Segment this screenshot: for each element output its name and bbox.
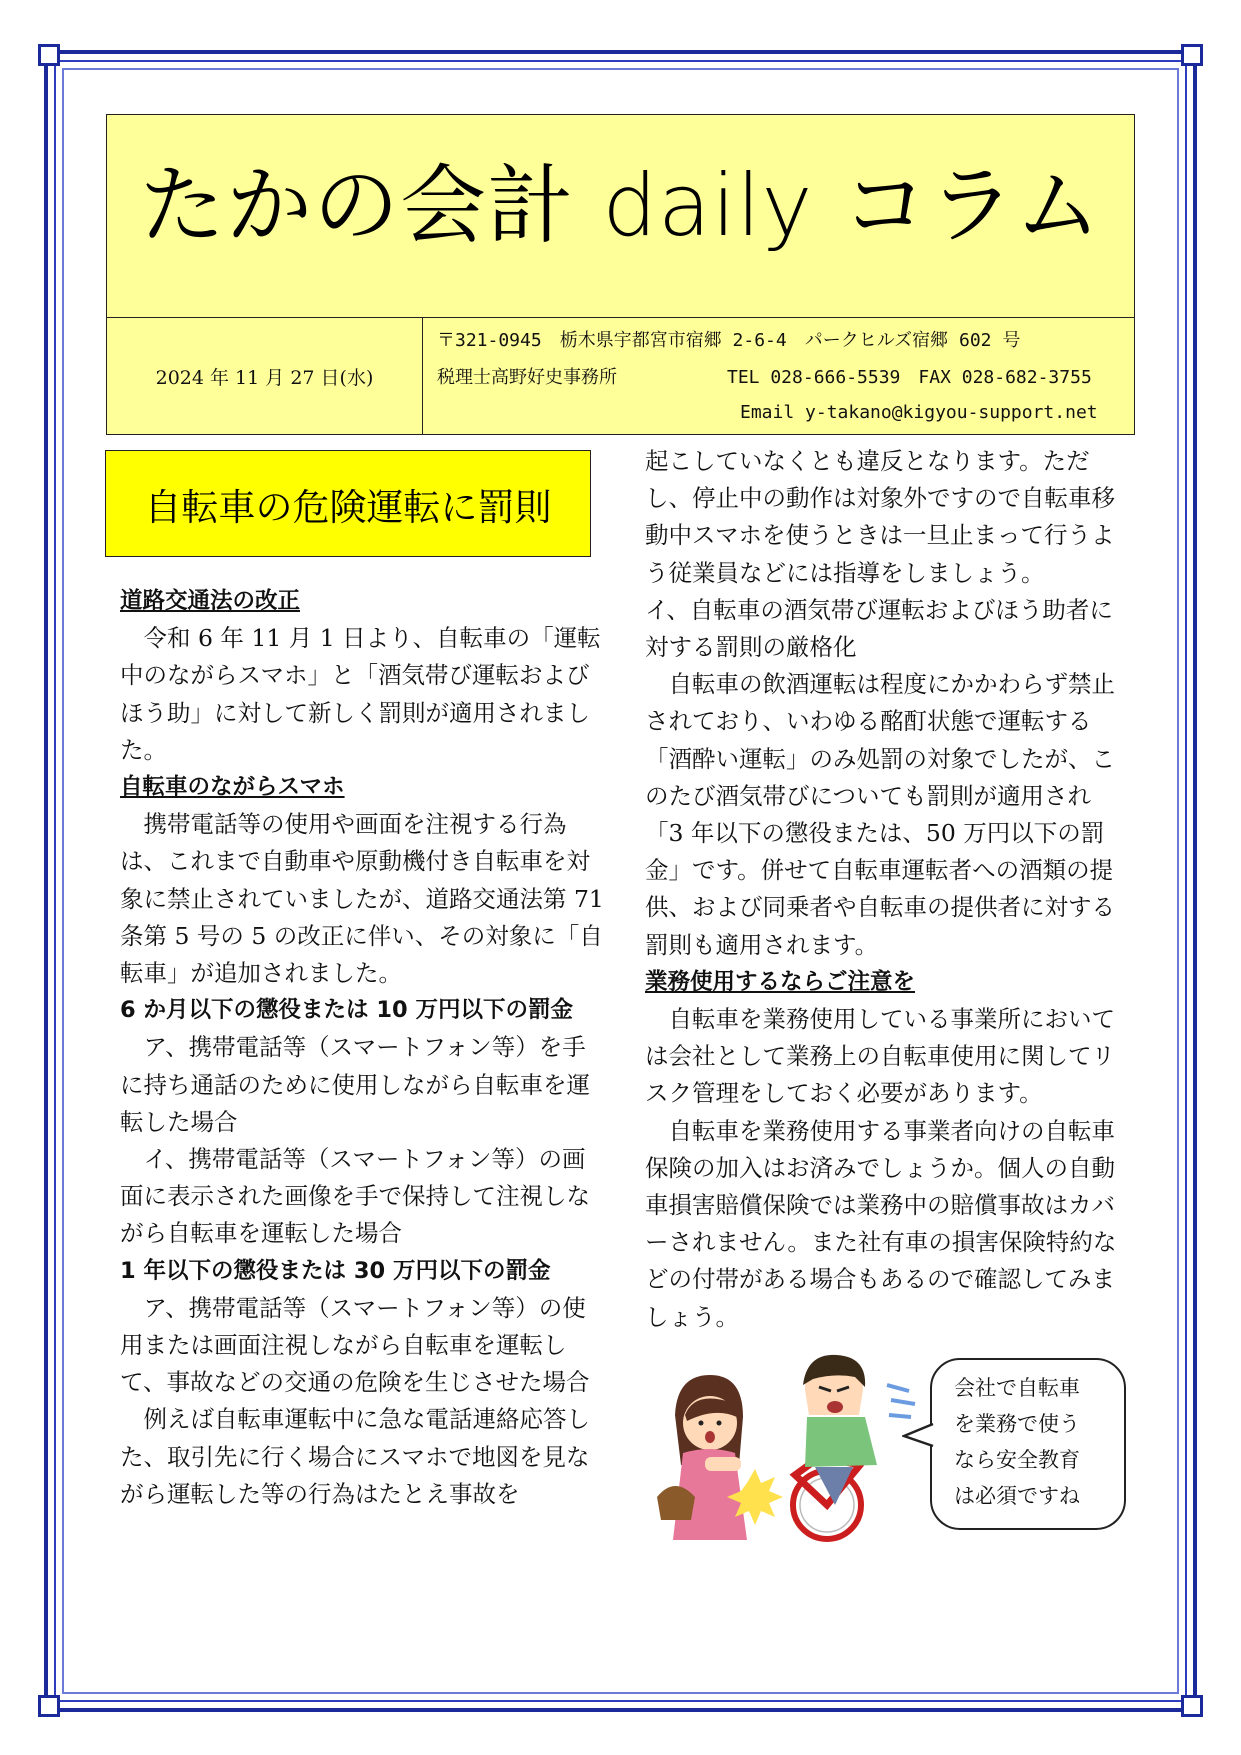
corner-ornament bbox=[1181, 1695, 1203, 1717]
speech-bubble-tail bbox=[902, 1420, 934, 1450]
paragraph: 起こしていなくとも違反となります。ただし、停止中の動作は対象外ですので自転車移動中スマホを使うときは一旦止まって行うよう従業員などには指導をしましょう。 bbox=[645, 447, 1115, 587]
paragraph: 自転車を業務使用する事業者向けの自転車保険の加入はお済みでしょうか。個人の自動車損害賠償保険では業務中の賠償事故はカバーされません。また社有車の損害保険特約などの付帯がある場合もあるので確認してみましょう。 bbox=[645, 1116, 1117, 1331]
article-right-column bbox=[645, 443, 1128, 1336]
corner-ornament bbox=[1181, 44, 1203, 66]
cyclist-boy-icon bbox=[793, 1355, 915, 1539]
article-left-column bbox=[120, 583, 604, 1513]
paragraph: ア、携帯電話等（スマートフォン等）の使用または画面注視しながら自転車を運転して、事故などの交通の危険を生じさせた場合 bbox=[120, 1293, 590, 1397]
bicycle-near-miss-illustration bbox=[655, 1345, 925, 1545]
bubble-line: は必須ですね bbox=[954, 1484, 1080, 1508]
penalty-heading: 1 年以下の懲役または 30 万円以下の罰金 bbox=[120, 1257, 551, 1284]
issue-date: 2024 年 11 月 27 日(水) bbox=[107, 318, 423, 434]
paragraph: ア、携帯電話等（スマートフォン等）を手に持ち通話のために使用しながら自転車を運転した場合 bbox=[120, 1033, 590, 1136]
paragraph: 携帯電話等の使用や画面を注視する行為は、これまで自動車や原動機付き自転車を対象に禁止されていましたが、道路交通法第 71 条第 5 号の 5 の改正に伴い、その対象に「自転車」が追加されました。 bbox=[120, 810, 604, 988]
newsletter-header bbox=[106, 114, 1135, 435]
section-heading: 道路交通法の改正 bbox=[120, 588, 301, 614]
bubble-line: 会社で自転車 bbox=[954, 1376, 1080, 1400]
paragraph: イ、携帯電話等（スマートフォン等）の画面に表示された画像を手で保持して注視しながら自転車を運転した場合 bbox=[120, 1145, 590, 1248]
office-address: 〒321-0945 栃木県宇都宮市宿郷 2-6-4 パークヒルズ宿郷 602 号 bbox=[437, 330, 1021, 351]
speech-bubble bbox=[930, 1358, 1126, 1530]
bubble-line: を業務で使う bbox=[954, 1412, 1080, 1436]
penalty-heading: 6 か月以下の懲役または 10 万円以下の罰金 bbox=[120, 997, 573, 1024]
paragraph: 例えば自転車運転中に急な電話連絡応答した、取引先に行く場合にスマホで地図を見ながら運転した等の行為はたとえ事故を bbox=[120, 1405, 590, 1508]
office-name: 税理士高野好史事務所 bbox=[437, 367, 617, 388]
startled-woman-icon bbox=[657, 1375, 747, 1540]
office-email: Email y-takano@kigyou-support.net bbox=[740, 402, 1098, 423]
corner-ornament bbox=[38, 44, 60, 66]
corner-ornament bbox=[38, 1695, 60, 1717]
section-heading: 業務使用するならご注意を bbox=[645, 968, 916, 995]
article-title: 自転車の危険運転に罰則 bbox=[105, 450, 591, 557]
paragraph: 令和 6 年 11 月 1 日より、自転車の「運転中のながらスマホ」と「酒気帯び運転およびほう助」に対して新しく罰則が適用されました。 bbox=[120, 624, 601, 764]
header-title-area bbox=[107, 115, 1134, 318]
bubble-line: なら安全教育 bbox=[954, 1448, 1080, 1472]
paragraph: 自転車の飲酒運転は程度にかかわらず禁止されており、いわゆる酩酊状態で運転する「酒酔い運転」のみ処罰の対象でしたが、このたび酒気帯びについても罰則が適用され「3 年以下の懲役または、50 万円以下の罰金」です。併せて自転車運転者への酒類の提供、および同乗者や自転車の提供者に対する罰則も適用されます。 bbox=[645, 670, 1115, 959]
newsletter-title: たかの会計 daily コラム bbox=[139, 156, 1102, 256]
header-info-area bbox=[107, 318, 1134, 434]
paragraph: イ、自転車の酒気帯び運転およびほう助者に対する罰則の厳格化 bbox=[645, 595, 1113, 662]
office-phone-fax: TEL 028-666-5539 FAX 028-682-3755 bbox=[727, 367, 1092, 388]
paragraph: 自転車を業務使用している事業所においては会社として業務上の自転車使用に関してリスク管理をしておく必要があります。 bbox=[645, 1005, 1115, 1108]
section-heading: 自転車のながらスマホ bbox=[120, 774, 345, 801]
